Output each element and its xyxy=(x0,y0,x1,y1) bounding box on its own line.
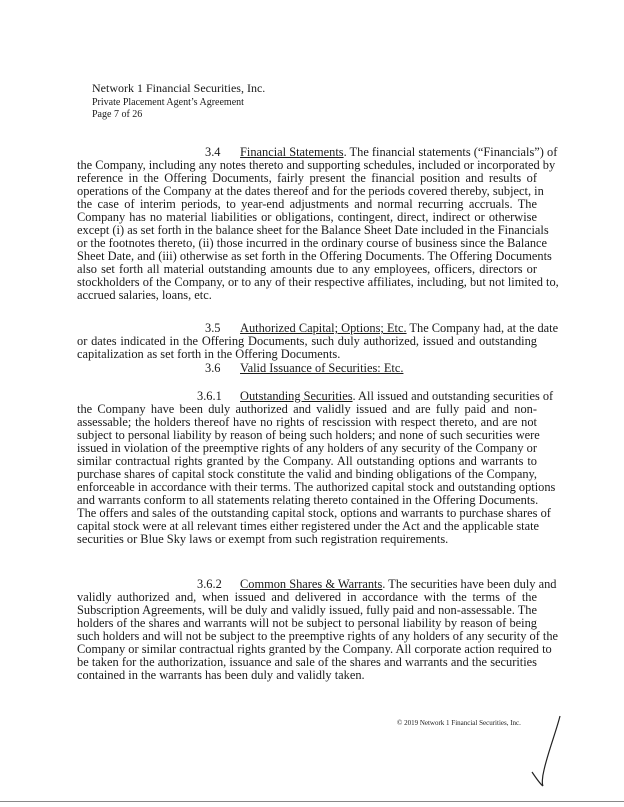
paragraph-line: issued in violation of the preemptive rights of any holders of any security of the Company or xyxy=(77,441,537,455)
section-text: . The securities have been duly and xyxy=(382,577,557,591)
section-heading: Outstanding Securities xyxy=(240,389,353,403)
paragraph-line: subject to personal liability by reason of being such holders; and none of such securities were xyxy=(77,428,540,442)
paragraph-line: capitalization as set forth in the Offering Documents. xyxy=(77,347,341,361)
section-3-6-1 xyxy=(77,389,556,546)
paragraph-line: accrued salaries, loans, etc. xyxy=(77,288,212,302)
paragraph-line: the Company, including any notes thereto and supporting schedules, included or incorporated by xyxy=(77,158,556,172)
paragraph-line: or dates indicated in the Offering Documents, such duly authorized, issued and outstanding xyxy=(77,334,537,348)
paragraph-line: similar contractual rights granted by the Company. All outstanding options and warrants to xyxy=(77,454,537,468)
paragraph-line: be taken for the authorization, issuance and sale of the shares and warrants and the securities xyxy=(77,655,537,669)
section-3-5 xyxy=(77,321,559,361)
section-heading: Financial Statements xyxy=(240,145,344,159)
paragraph-line: Sheet Date, and (iii) otherwise as set forth in the Offering Documents. The Offering Documents xyxy=(77,249,552,263)
paragraph-line: the Company have been duly authorized and validly issued and are fully paid and non- xyxy=(77,402,537,416)
section-first-line xyxy=(77,321,559,335)
paragraph-line: reference in the Offering Documents, fairly present the financial position and results of xyxy=(77,171,537,185)
section-first-line xyxy=(77,362,537,375)
header-document: Private Placement Agent’s Agreement xyxy=(92,97,244,108)
section-heading: Authorized Capital; Options; Etc. xyxy=(240,321,407,335)
paragraph-line: and warrants conform to all statements relating thereto contained in the Offering Documents. xyxy=(77,493,539,507)
paragraph-line: the case of interim periods, to year-end adjustments and normal recurring accruals. The xyxy=(77,197,537,211)
section-text: . All issued and outstanding securities of xyxy=(352,389,554,403)
section-3-6 xyxy=(77,362,537,375)
paragraph-line: stockholders of the Company, or to any of their respective affiliates, including, but not limited to, xyxy=(77,275,559,289)
section-3-4 xyxy=(77,145,559,302)
paragraph-line: or the footnotes thereto, (ii) those incurred in the ordinary course of business since the Balance xyxy=(77,236,548,250)
paragraph-line: also set forth all material outstanding amounts due to any employees, officers, directors or xyxy=(77,262,537,276)
section-first-line xyxy=(77,389,554,403)
page-bottom-edge xyxy=(0,801,624,802)
paragraph-line: holders of the shares and warrants will not be subject to personal liability by reason of being xyxy=(77,616,537,630)
section-3-6-2 xyxy=(77,577,559,682)
paragraph-line: capital stock were at all relevant times either registered under the Act and the applicable state xyxy=(77,519,540,533)
header-page: Page 7 of 26 xyxy=(92,109,143,120)
paragraph-line: validly authorized and, when issued and delivered in accordance with the terms of the xyxy=(77,590,537,604)
section-number: 3.6 xyxy=(205,361,221,375)
paragraph-line: securities or Blue Sky laws or exempt from such registration requirements. xyxy=(77,532,449,546)
section-heading: Common Shares & Warrants xyxy=(240,577,383,591)
paragraph-line: purchase shares of capital stock constitute the valid and binding obligations of the Company, xyxy=(77,467,537,481)
section-first-line xyxy=(77,145,558,159)
paragraph-line: enforceable in accordance with their terms. The authorized capital stock and outstanding options xyxy=(77,480,556,494)
paragraph-line: Company has no material liabilities or obligations, contingent, direct, indirect or otherwise xyxy=(77,210,537,224)
paragraph-line: Subscription Agreements, will be duly and validly issued, fully paid and non-assessable. The xyxy=(77,603,537,617)
paragraph-line: except (i) as set forth in the balance sheet for the Balance Sheet Date included in the Financials xyxy=(77,223,549,237)
section-text: . The financial statements (“Financials”) of xyxy=(343,145,558,159)
section-number: 3.5 xyxy=(205,321,221,335)
paragraph-line: The offers and sales of the outstanding capital stock, options and warrants to purchase shares of xyxy=(77,506,551,520)
section-text: The Company had, at the date xyxy=(406,321,559,335)
header-company: Network 1 Financial Securities, Inc. xyxy=(92,81,266,95)
section-number: 3.4 xyxy=(205,145,221,159)
paragraph-line: contained in the warrants has been duly and validly taken. xyxy=(77,668,365,682)
paragraph-line: Company or similar contractual rights granted by the Company. All corporate action required to xyxy=(77,642,552,656)
initials-signature-mark xyxy=(530,712,570,790)
copyright-footer: © 2019 Network 1 Financial Securities, Inc. xyxy=(397,719,521,727)
paragraph-line: such holders and will not be subject to the preemptive rights of any holders of any security of the xyxy=(77,629,559,643)
paragraph-line: assessable; the holders thereof have no rights of rescission with respect thereto, and are not xyxy=(77,415,537,429)
paragraph-line: operations of the Company at the dates thereof and for the periods covered thereby, subject, in xyxy=(77,184,544,198)
section-first-line xyxy=(77,577,557,591)
section-number: 3.6.1 xyxy=(197,389,222,403)
section-heading: Valid Issuance of Securities: Etc. xyxy=(240,361,404,375)
section-number: 3.6.2 xyxy=(197,577,222,591)
